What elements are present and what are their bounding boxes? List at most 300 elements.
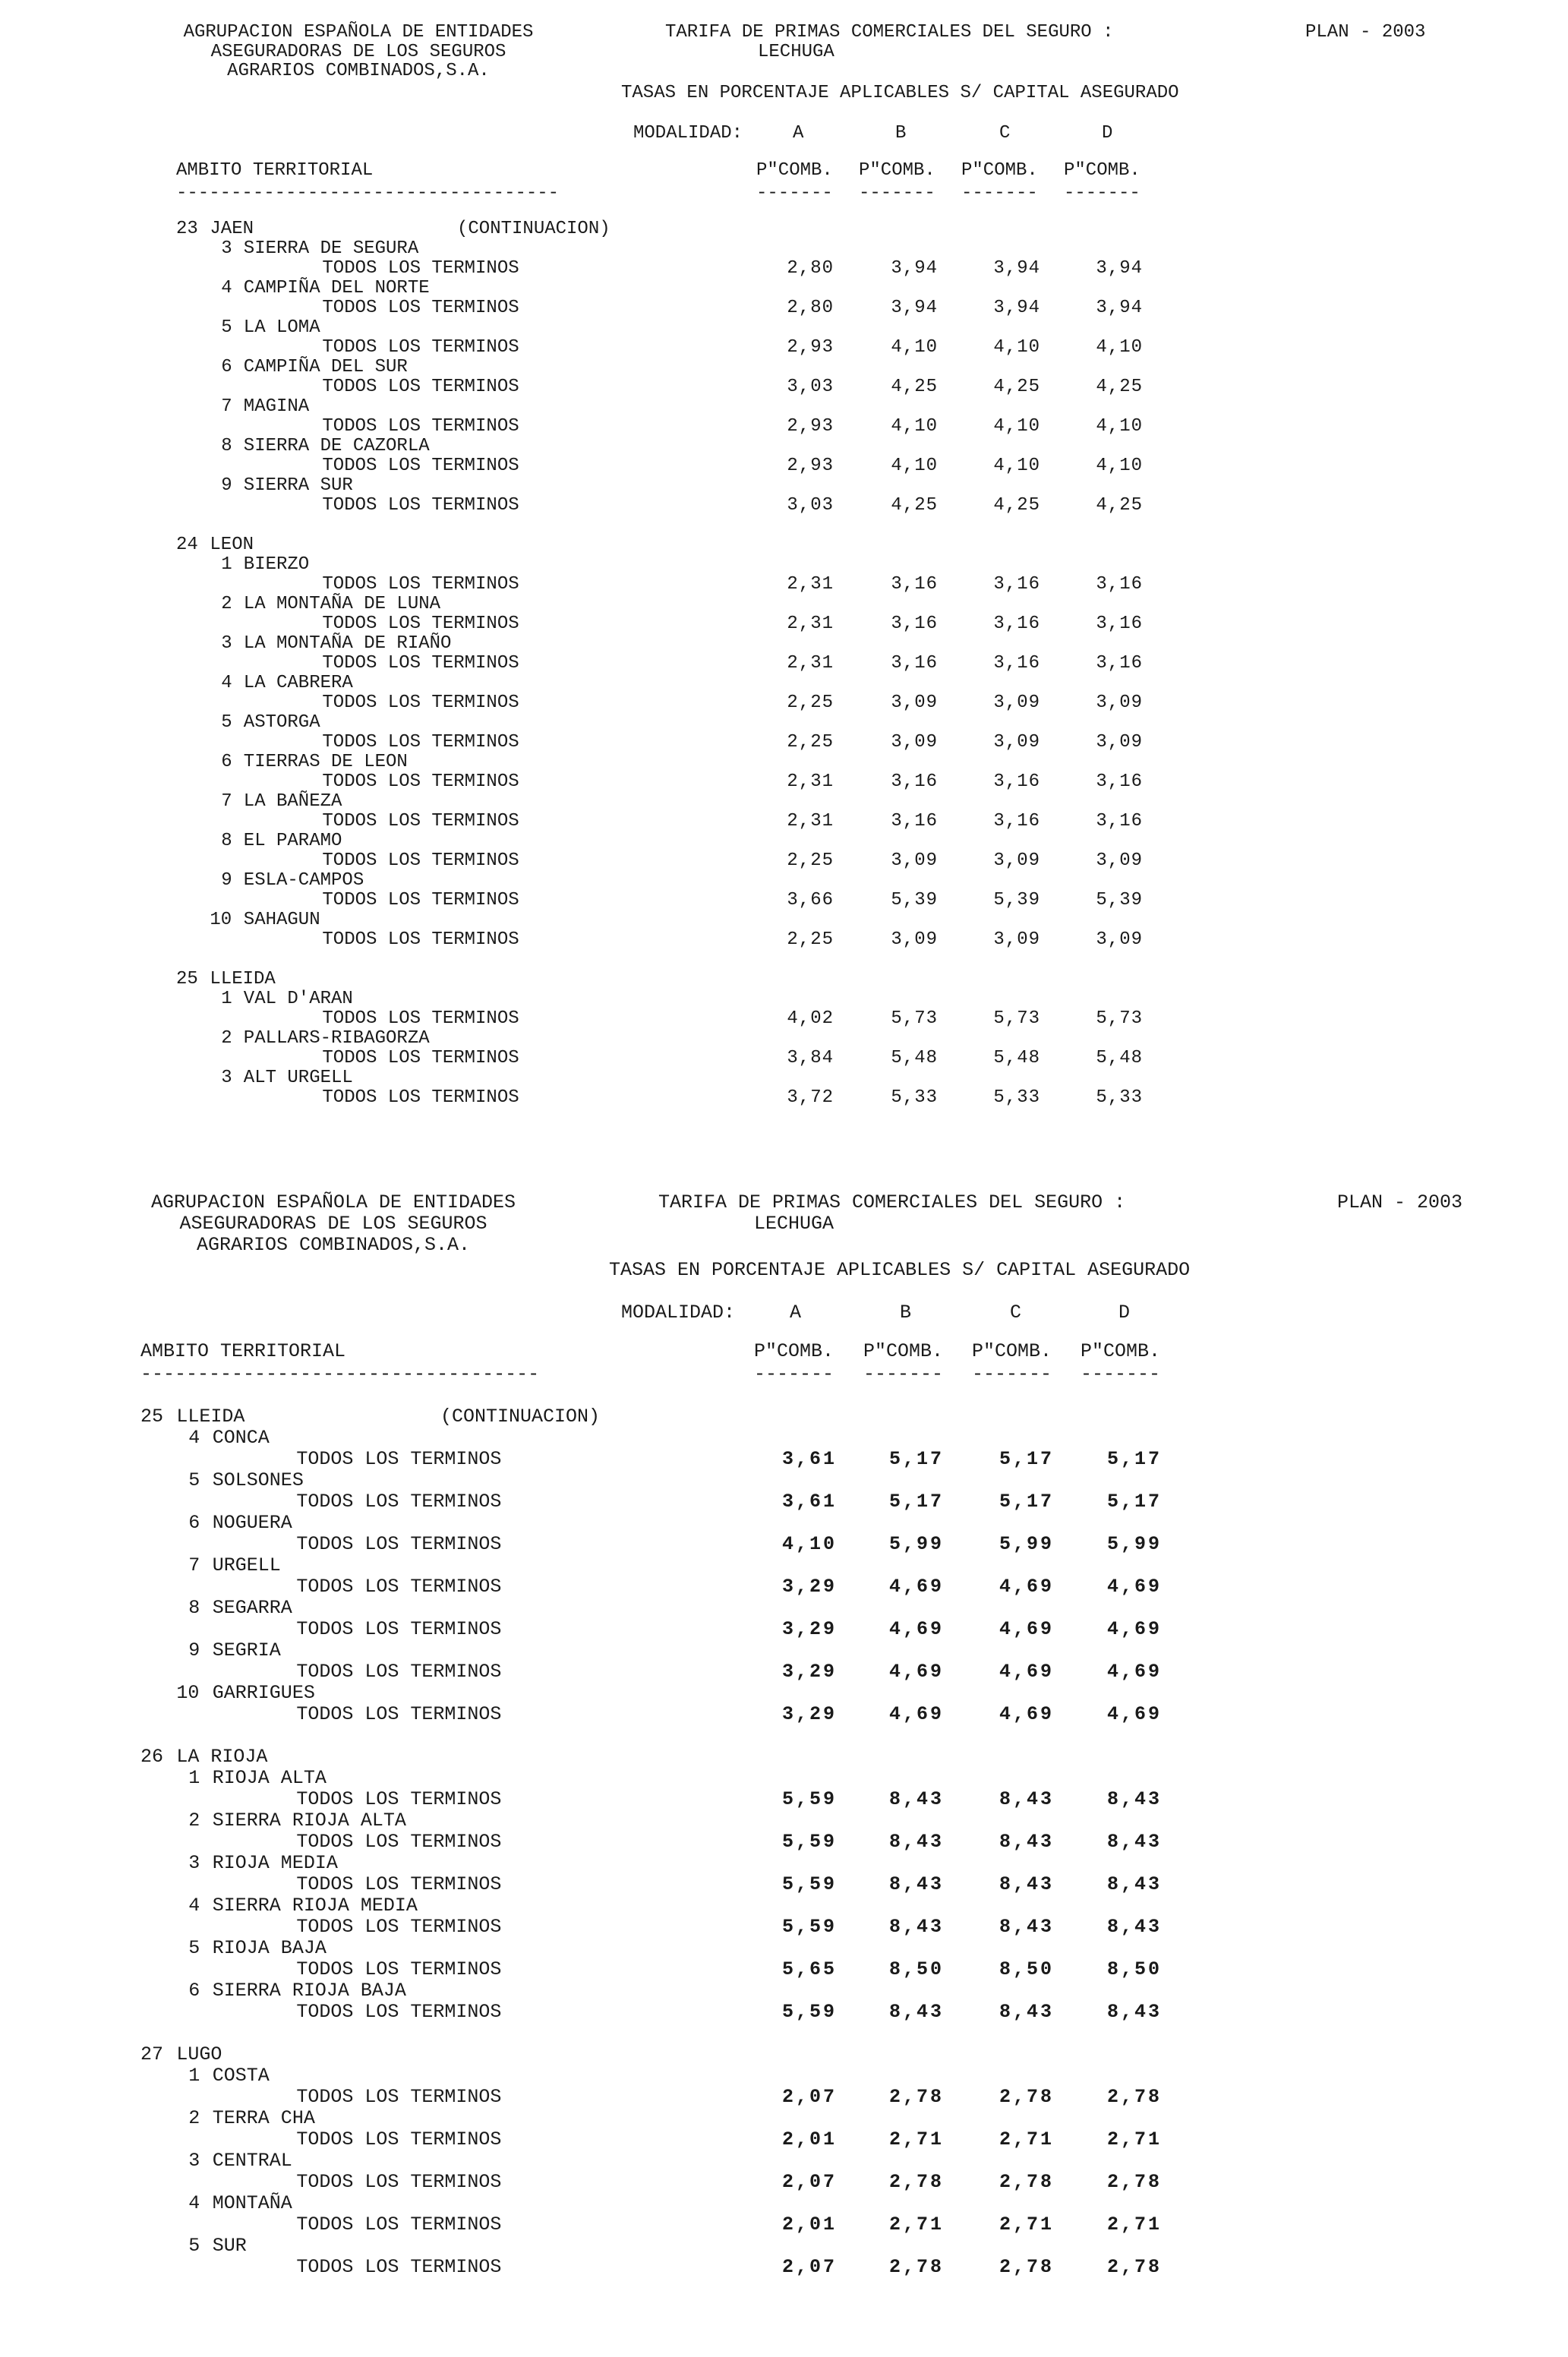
rate-value-a: 5,59 xyxy=(781,1788,837,1810)
rate-value-a: 2,25 xyxy=(787,929,834,950)
rate-value-b: 3,94 xyxy=(891,258,938,279)
comarca-name: RIOJA ALTA xyxy=(212,1767,327,1789)
rate-value-d: 8,43 xyxy=(1106,1916,1162,1938)
rate-value-d: 4,69 xyxy=(1106,1576,1162,1598)
terms-label: TODOS LOS TERMINOS xyxy=(322,732,519,753)
rate-value-c: 3,16 xyxy=(993,811,1040,831)
terms-label: TODOS LOS TERMINOS xyxy=(322,258,519,279)
rate-value-b: 5,73 xyxy=(891,1008,938,1029)
comarca-code: 7 xyxy=(188,1554,200,1576)
rate-value-b: 3,16 xyxy=(891,653,938,674)
rate-value-c: 4,25 xyxy=(993,377,1040,397)
comarca-name: CAMPIÑA DEL SUR xyxy=(243,357,408,377)
rate-value-b: 8,43 xyxy=(888,1916,944,1938)
terms-label: TODOS LOS TERMINOS xyxy=(296,1576,502,1598)
terms-label: TODOS LOS TERMINOS xyxy=(322,456,519,476)
rate-value-c: 2,78 xyxy=(999,2256,1054,2278)
comarca-code: 4 xyxy=(188,1427,200,1449)
rate-value-b: 5,39 xyxy=(891,890,938,910)
comarca-code: 3 xyxy=(221,238,232,259)
terms-label: TODOS LOS TERMINOS xyxy=(296,2171,502,2193)
comarca-name: ASTORGA xyxy=(243,712,320,733)
terms-label: TODOS LOS TERMINOS xyxy=(296,1533,502,1555)
terms-label: TODOS LOS TERMINOS xyxy=(296,1661,502,1683)
organization-name-line: ASEGURADORAS DE LOS SEGUROS xyxy=(179,1213,487,1235)
comarca-name: LA BAÑEZA xyxy=(243,791,342,812)
terms-label: TODOS LOS TERMINOS xyxy=(322,574,519,595)
rate-value-c: 4,10 xyxy=(993,416,1040,437)
terms-label: TODOS LOS TERMINOS xyxy=(296,1491,502,1513)
rate-value-b: 5,48 xyxy=(891,1048,938,1068)
rate-value-c: 8,43 xyxy=(999,1831,1054,1853)
rate-value-c: 4,69 xyxy=(999,1576,1054,1598)
comarca-code: 3 xyxy=(188,2150,200,2172)
rate-value-c: 3,09 xyxy=(993,732,1040,753)
rate-value-b: 2,71 xyxy=(888,2213,944,2236)
rate-value-b: 2,78 xyxy=(888,2086,944,2108)
terms-label: TODOS LOS TERMINOS xyxy=(296,1788,502,1810)
column-header-pcomb: P"COMB. xyxy=(859,160,935,181)
rate-value-b: 8,43 xyxy=(888,1831,944,1853)
modalidad-column-letter: C xyxy=(999,123,1011,144)
rate-value-a: 2,01 xyxy=(781,2128,837,2150)
rate-value-c: 8,43 xyxy=(999,1873,1054,1895)
modalidad-column-letter: B xyxy=(895,123,907,144)
modalidad-column-letter: D xyxy=(1118,1302,1131,1324)
rate-value-d: 4,69 xyxy=(1106,1618,1162,1640)
comarca-code: 10 xyxy=(210,910,232,930)
rate-value-a: 3,61 xyxy=(781,1448,837,1470)
comarca-name: COSTA xyxy=(212,2065,270,2087)
comarca-name: CONCA xyxy=(212,1427,270,1449)
rate-value-d: 3,16 xyxy=(1096,811,1143,831)
rate-value-b: 8,43 xyxy=(888,1873,944,1895)
comarca-code: 2 xyxy=(221,594,232,614)
rate-value-a: 2,01 xyxy=(781,2213,837,2236)
rate-value-c: 3,09 xyxy=(993,929,1040,950)
comarca-name: SIERRA DE SEGURA xyxy=(243,238,419,259)
comarca-name: BIERZO xyxy=(243,554,310,575)
rate-value-a: 5,59 xyxy=(781,1831,837,1853)
comarca-name: SAHAGUN xyxy=(243,910,320,930)
rate-value-d: 3,09 xyxy=(1096,929,1143,950)
province-code: 27 xyxy=(140,2043,164,2065)
rates-subtitle: TASAS EN PORCENTAJE APLICABLES S/ CAPITAL ASEGURADO xyxy=(609,1259,1191,1281)
province-name: LA RIOJA xyxy=(176,1746,268,1768)
continuation-note: (CONTINUACION) xyxy=(440,1406,601,1428)
rate-value-b: 4,69 xyxy=(888,1618,944,1640)
column-header-underline: ------- xyxy=(961,183,1038,204)
column-header-underline: ------- xyxy=(756,183,833,204)
rate-value-c: 8,43 xyxy=(999,2001,1054,2023)
rate-value-b: 5,17 xyxy=(888,1448,944,1470)
rate-value-d: 5,99 xyxy=(1106,1533,1162,1555)
rate-value-a: 2,80 xyxy=(787,298,834,318)
rate-value-c: 3,16 xyxy=(993,574,1040,595)
province-name: LLEIDA xyxy=(176,1406,245,1428)
comarca-name: SUR xyxy=(212,2235,247,2257)
column-header-underline: ------- xyxy=(859,183,935,204)
rate-value-b: 3,94 xyxy=(891,298,938,318)
comarca-code: 8 xyxy=(188,1597,200,1619)
rate-value-c: 3,09 xyxy=(993,693,1040,713)
rate-value-c: 2,78 xyxy=(999,2171,1054,2193)
rate-value-b: 5,99 xyxy=(888,1533,944,1555)
province-name: LUGO xyxy=(176,2043,222,2065)
plan-year: PLAN - 2003 xyxy=(1305,22,1426,43)
comarca-name: SIERRA RIOJA MEDIA xyxy=(212,1895,418,1917)
terms-label: TODOS LOS TERMINOS xyxy=(296,1916,502,1938)
rate-value-c: 5,48 xyxy=(993,1048,1040,1068)
rate-value-d: 3,09 xyxy=(1096,732,1143,753)
rate-value-a: 4,10 xyxy=(781,1533,837,1555)
comarca-name: RIOJA BAJA xyxy=(212,1937,327,1959)
rate-value-c: 2,71 xyxy=(999,2213,1054,2236)
comarca-name: ALT URGELL xyxy=(243,1068,353,1088)
column-header-pcomb: P"COMB. xyxy=(972,1340,1052,1362)
terms-label: TODOS LOS TERMINOS xyxy=(296,1448,502,1470)
comarca-name: GARRIGUES xyxy=(212,1682,315,1704)
organization-name-line: AGRARIOS COMBINADOS,S.A. xyxy=(196,1234,471,1256)
column-header-pcomb: P"COMB. xyxy=(754,1340,834,1362)
rate-value-b: 2,78 xyxy=(888,2256,944,2278)
continuation-note: (CONTINUACION) xyxy=(457,219,610,239)
comarca-code: 4 xyxy=(188,2192,200,2214)
comarca-code: 1 xyxy=(221,554,232,575)
column-header-pcomb: P"COMB. xyxy=(756,160,833,181)
ambito-underline: ----------------------------------- xyxy=(176,183,560,204)
rate-value-a: 2,07 xyxy=(781,2171,837,2193)
rate-value-c: 4,69 xyxy=(999,1703,1054,1725)
rate-value-d: 2,71 xyxy=(1106,2128,1162,2150)
comarca-code: 8 xyxy=(221,436,232,456)
comarca-code: 7 xyxy=(221,791,232,812)
ambito-underline: ----------------------------------- xyxy=(140,1363,540,1385)
rate-value-d: 3,09 xyxy=(1096,850,1143,871)
column-header-underline: ------- xyxy=(863,1363,944,1385)
comarca-code: 5 xyxy=(221,712,232,733)
rate-value-a: 3,03 xyxy=(787,377,834,397)
rate-value-a: 5,59 xyxy=(781,1873,837,1895)
rate-value-a: 5,59 xyxy=(781,1916,837,1938)
rate-value-d: 3,16 xyxy=(1096,771,1143,792)
rate-value-b: 3,09 xyxy=(891,693,938,713)
column-header-underline: ------- xyxy=(1081,1363,1161,1385)
comarca-name: ESLA-CAMPOS xyxy=(243,870,364,891)
terms-label: TODOS LOS TERMINOS xyxy=(322,495,519,516)
comarca-name: SIERRA RIOJA ALTA xyxy=(212,1810,406,1832)
rate-value-a: 2,31 xyxy=(787,614,834,634)
comarca-name: VAL D'ARAN xyxy=(243,989,353,1009)
comarca-code: 9 xyxy=(188,1639,200,1661)
comarca-code: 1 xyxy=(188,1767,200,1789)
rate-value-c: 3,09 xyxy=(993,850,1040,871)
rate-value-b: 3,16 xyxy=(891,811,938,831)
rate-value-a: 2,93 xyxy=(787,416,834,437)
comarca-code: 2 xyxy=(188,1810,200,1832)
rate-value-b: 4,69 xyxy=(888,1661,944,1683)
rate-value-d: 3,94 xyxy=(1096,258,1143,279)
comarca-code: 6 xyxy=(221,752,232,772)
rate-value-d: 3,16 xyxy=(1096,653,1143,674)
comarca-name: PALLARS-RIBAGORZA xyxy=(243,1028,430,1049)
terms-label: TODOS LOS TERMINOS xyxy=(322,298,519,318)
comarca-name: TIERRAS DE LEON xyxy=(243,752,408,772)
comarca-name: SEGRIA xyxy=(212,1639,281,1661)
rate-value-b: 4,69 xyxy=(888,1703,944,1725)
rate-value-a: 5,59 xyxy=(781,2001,837,2023)
rate-value-c: 5,73 xyxy=(993,1008,1040,1029)
terms-label: TODOS LOS TERMINOS xyxy=(296,1873,502,1895)
comarca-code: 8 xyxy=(221,831,232,851)
terms-label: TODOS LOS TERMINOS xyxy=(296,1831,502,1853)
terms-label: TODOS LOS TERMINOS xyxy=(296,2128,502,2150)
rate-value-c: 4,25 xyxy=(993,495,1040,516)
rates-subtitle: TASAS EN PORCENTAJE APLICABLES S/ CAPITAL ASEGURADO xyxy=(621,83,1179,103)
rate-value-a: 3,29 xyxy=(781,1703,837,1725)
rate-value-a: 3,61 xyxy=(781,1491,837,1513)
terms-label: TODOS LOS TERMINOS xyxy=(322,850,519,871)
terms-label: TODOS LOS TERMINOS xyxy=(322,1087,519,1108)
rate-value-b: 3,16 xyxy=(891,574,938,595)
province-code: 25 xyxy=(176,969,198,989)
rate-value-b: 4,25 xyxy=(891,377,938,397)
rate-value-a: 2,80 xyxy=(787,258,834,279)
modalidad-column-letter: C xyxy=(1010,1302,1022,1324)
terms-label: TODOS LOS TERMINOS xyxy=(322,614,519,634)
crop-name: LECHUGA xyxy=(754,1213,834,1235)
rate-value-d: 4,25 xyxy=(1096,377,1143,397)
rate-value-d: 4,69 xyxy=(1106,1661,1162,1683)
terms-label: TODOS LOS TERMINOS xyxy=(322,1048,519,1068)
rate-value-c: 2,71 xyxy=(999,2128,1054,2150)
rate-value-a: 2,25 xyxy=(787,732,834,753)
comarca-name: SIERRA SUR xyxy=(243,475,353,496)
organization-name-line: ASEGURADORAS DE LOS SEGUROS xyxy=(210,42,506,62)
rate-value-d: 4,10 xyxy=(1096,337,1143,358)
comarca-code: 6 xyxy=(221,357,232,377)
rate-value-c: 5,39 xyxy=(993,890,1040,910)
terms-label: TODOS LOS TERMINOS xyxy=(296,1618,502,1640)
rate-value-d: 8,43 xyxy=(1106,1831,1162,1853)
rate-value-d: 2,71 xyxy=(1106,2213,1162,2236)
comarca-code: 2 xyxy=(221,1028,232,1049)
terms-label: TODOS LOS TERMINOS xyxy=(296,1703,502,1725)
rate-value-a: 2,07 xyxy=(781,2086,837,2108)
rate-value-a: 3,29 xyxy=(781,1661,837,1683)
rate-value-d: 8,43 xyxy=(1106,1873,1162,1895)
comarca-code: 9 xyxy=(221,870,232,891)
province-code: 24 xyxy=(176,535,198,555)
rate-value-a: 2,25 xyxy=(787,693,834,713)
rate-value-d: 2,78 xyxy=(1106,2256,1162,2278)
terms-label: TODOS LOS TERMINOS xyxy=(296,2256,502,2278)
rate-value-c: 5,33 xyxy=(993,1087,1040,1108)
rate-value-b: 4,25 xyxy=(891,495,938,516)
comarca-name: SEGARRA xyxy=(212,1597,292,1619)
rate-value-c: 3,94 xyxy=(993,298,1040,318)
rate-value-a: 3,03 xyxy=(787,495,834,516)
terms-label: TODOS LOS TERMINOS xyxy=(322,653,519,674)
rate-value-d: 5,39 xyxy=(1096,890,1143,910)
rate-value-a: 2,25 xyxy=(787,850,834,871)
comarca-name: URGELL xyxy=(212,1554,281,1576)
plan-year: PLAN - 2003 xyxy=(1337,1191,1463,1213)
column-header-pcomb: P"COMB. xyxy=(1064,160,1141,181)
comarca-code: 4 xyxy=(221,673,232,693)
rate-value-b: 5,17 xyxy=(888,1491,944,1513)
comarca-code: 5 xyxy=(188,1469,200,1491)
rate-value-c: 2,78 xyxy=(999,2086,1054,2108)
terms-label: TODOS LOS TERMINOS xyxy=(322,693,519,713)
column-header-underline: ------- xyxy=(1064,183,1141,204)
terms-label: TODOS LOS TERMINOS xyxy=(322,416,519,437)
modalidad-column-letter: A xyxy=(793,123,804,144)
comarca-code: 5 xyxy=(221,317,232,338)
rate-value-a: 2,31 xyxy=(787,811,834,831)
rate-value-a: 4,02 xyxy=(787,1008,834,1029)
terms-label: TODOS LOS TERMINOS xyxy=(322,337,519,358)
tariff-title: TARIFA DE PRIMAS COMERCIALES DEL SEGURO : xyxy=(658,1191,1126,1213)
column-header-pcomb: P"COMB. xyxy=(961,160,1038,181)
rate-value-a: 3,72 xyxy=(787,1087,834,1108)
terms-label: TODOS LOS TERMINOS xyxy=(296,1958,502,1980)
rate-value-b: 3,09 xyxy=(891,929,938,950)
crop-name: LECHUGA xyxy=(758,42,834,62)
province-name: LLEIDA xyxy=(210,969,276,989)
comarca-name: MAGINA xyxy=(243,396,310,417)
rate-value-c: 8,50 xyxy=(999,1958,1054,1980)
province-name: JAEN xyxy=(210,219,254,239)
rate-value-d: 5,48 xyxy=(1096,1048,1143,1068)
comarca-name: EL PARAMO xyxy=(243,831,342,851)
ambito-territorial-label: AMBITO TERRITORIAL xyxy=(176,160,374,181)
modalidad-column-letter: D xyxy=(1102,123,1113,144)
comarca-code: 3 xyxy=(188,1852,200,1874)
rate-value-b: 5,33 xyxy=(891,1087,938,1108)
comarca-code: 6 xyxy=(188,1980,200,2002)
rate-value-a: 3,66 xyxy=(787,890,834,910)
rate-value-c: 5,17 xyxy=(999,1448,1054,1470)
rate-value-c: 4,69 xyxy=(999,1618,1054,1640)
comarca-code: 3 xyxy=(221,633,232,654)
rate-value-c: 5,99 xyxy=(999,1533,1054,1555)
modalidad-label: MODALIDAD: xyxy=(621,1302,736,1324)
rate-value-c: 8,43 xyxy=(999,1916,1054,1938)
rate-value-d: 3,94 xyxy=(1096,298,1143,318)
rate-value-d: 8,50 xyxy=(1106,1958,1162,1980)
rate-value-d: 8,43 xyxy=(1106,2001,1162,2023)
comarca-code: 5 xyxy=(188,1937,200,1959)
terms-label: TODOS LOS TERMINOS xyxy=(296,2001,502,2023)
rate-value-d: 3,09 xyxy=(1096,693,1143,713)
rate-value-d: 4,10 xyxy=(1096,456,1143,476)
rate-value-a: 3,29 xyxy=(781,1618,837,1640)
comarca-code: 5 xyxy=(188,2235,200,2257)
rate-value-b: 3,16 xyxy=(891,614,938,634)
modalidad-column-letter: A xyxy=(790,1302,802,1324)
comarca-name: RIOJA MEDIA xyxy=(212,1852,338,1874)
rate-value-c: 3,94 xyxy=(993,258,1040,279)
rate-value-a: 5,65 xyxy=(781,1958,837,1980)
modalidad-column-letter: B xyxy=(900,1302,912,1324)
rate-value-b: 4,69 xyxy=(888,1576,944,1598)
organization-name-line: AGRARIOS COMBINADOS,S.A. xyxy=(227,61,490,81)
rate-value-a: 2,31 xyxy=(787,574,834,595)
terms-label: TODOS LOS TERMINOS xyxy=(322,1008,519,1029)
rate-value-b: 3,09 xyxy=(891,850,938,871)
rate-value-a: 3,29 xyxy=(781,1576,837,1598)
comarca-code: 2 xyxy=(188,2107,200,2129)
comarca-name: SOLSONES xyxy=(212,1469,304,1491)
rate-value-c: 4,10 xyxy=(993,337,1040,358)
rate-value-b: 8,43 xyxy=(888,1788,944,1810)
rate-value-b: 3,16 xyxy=(891,771,938,792)
rate-value-c: 5,17 xyxy=(999,1491,1054,1513)
rate-value-c: 4,69 xyxy=(999,1661,1054,1683)
rate-value-b: 4,10 xyxy=(891,416,938,437)
comarca-name: NOGUERA xyxy=(212,1512,292,1534)
comarca-code: 4 xyxy=(221,278,232,298)
rate-value-d: 5,33 xyxy=(1096,1087,1143,1108)
column-header-pcomb: P"COMB. xyxy=(863,1340,944,1362)
terms-label: TODOS LOS TERMINOS xyxy=(322,771,519,792)
tariff-title: TARIFA DE PRIMAS COMERCIALES DEL SEGURO : xyxy=(665,22,1114,43)
province-code: 26 xyxy=(140,1746,164,1768)
comarca-code: 9 xyxy=(221,475,232,496)
rate-value-d: 2,78 xyxy=(1106,2171,1162,2193)
comarca-code: 1 xyxy=(221,989,232,1009)
comarca-name: CENTRAL xyxy=(212,2150,292,2172)
comarca-code: 1 xyxy=(188,2065,200,2087)
terms-label: TODOS LOS TERMINOS xyxy=(322,377,519,397)
rate-value-b: 2,71 xyxy=(888,2128,944,2150)
comarca-code: 10 xyxy=(176,1682,200,1704)
comarca-name: CAMPIÑA DEL NORTE xyxy=(243,278,430,298)
rate-value-a: 2,93 xyxy=(787,337,834,358)
terms-label: TODOS LOS TERMINOS xyxy=(322,890,519,910)
province-name: LEON xyxy=(210,535,254,555)
province-code: 25 xyxy=(140,1406,164,1428)
terms-label: TODOS LOS TERMINOS xyxy=(296,2086,502,2108)
ambito-territorial-label: AMBITO TERRITORIAL xyxy=(140,1340,346,1362)
rate-value-b: 4,10 xyxy=(891,456,938,476)
column-header-underline: ------- xyxy=(754,1363,834,1385)
rate-value-a: 2,31 xyxy=(787,771,834,792)
rate-value-b: 3,09 xyxy=(891,732,938,753)
rate-value-d: 4,69 xyxy=(1106,1703,1162,1725)
rate-value-c: 8,43 xyxy=(999,1788,1054,1810)
rate-value-b: 8,50 xyxy=(888,1958,944,1980)
organization-name-line: AGRUPACION ESPAÑOLA DE ENTIDADES xyxy=(150,1191,516,1213)
modalidad-label: MODALIDAD: xyxy=(633,123,743,144)
rate-value-b: 8,43 xyxy=(888,2001,944,2023)
rate-value-d: 4,10 xyxy=(1096,416,1143,437)
rate-value-d: 5,17 xyxy=(1106,1491,1162,1513)
rate-value-d: 2,78 xyxy=(1106,2086,1162,2108)
terms-label: TODOS LOS TERMINOS xyxy=(296,2213,502,2236)
rate-value-d: 5,17 xyxy=(1106,1448,1162,1470)
comarca-code: 4 xyxy=(188,1895,200,1917)
comarca-name: LA MONTAÑA DE RIAÑO xyxy=(243,633,452,654)
comarca-code: 3 xyxy=(221,1068,232,1088)
column-header-pcomb: P"COMB. xyxy=(1081,1340,1161,1362)
rate-value-b: 2,78 xyxy=(888,2171,944,2193)
rate-value-c: 3,16 xyxy=(993,614,1040,634)
rate-value-b: 4,10 xyxy=(891,337,938,358)
rate-value-c: 4,10 xyxy=(993,456,1040,476)
rate-value-a: 2,31 xyxy=(787,653,834,674)
